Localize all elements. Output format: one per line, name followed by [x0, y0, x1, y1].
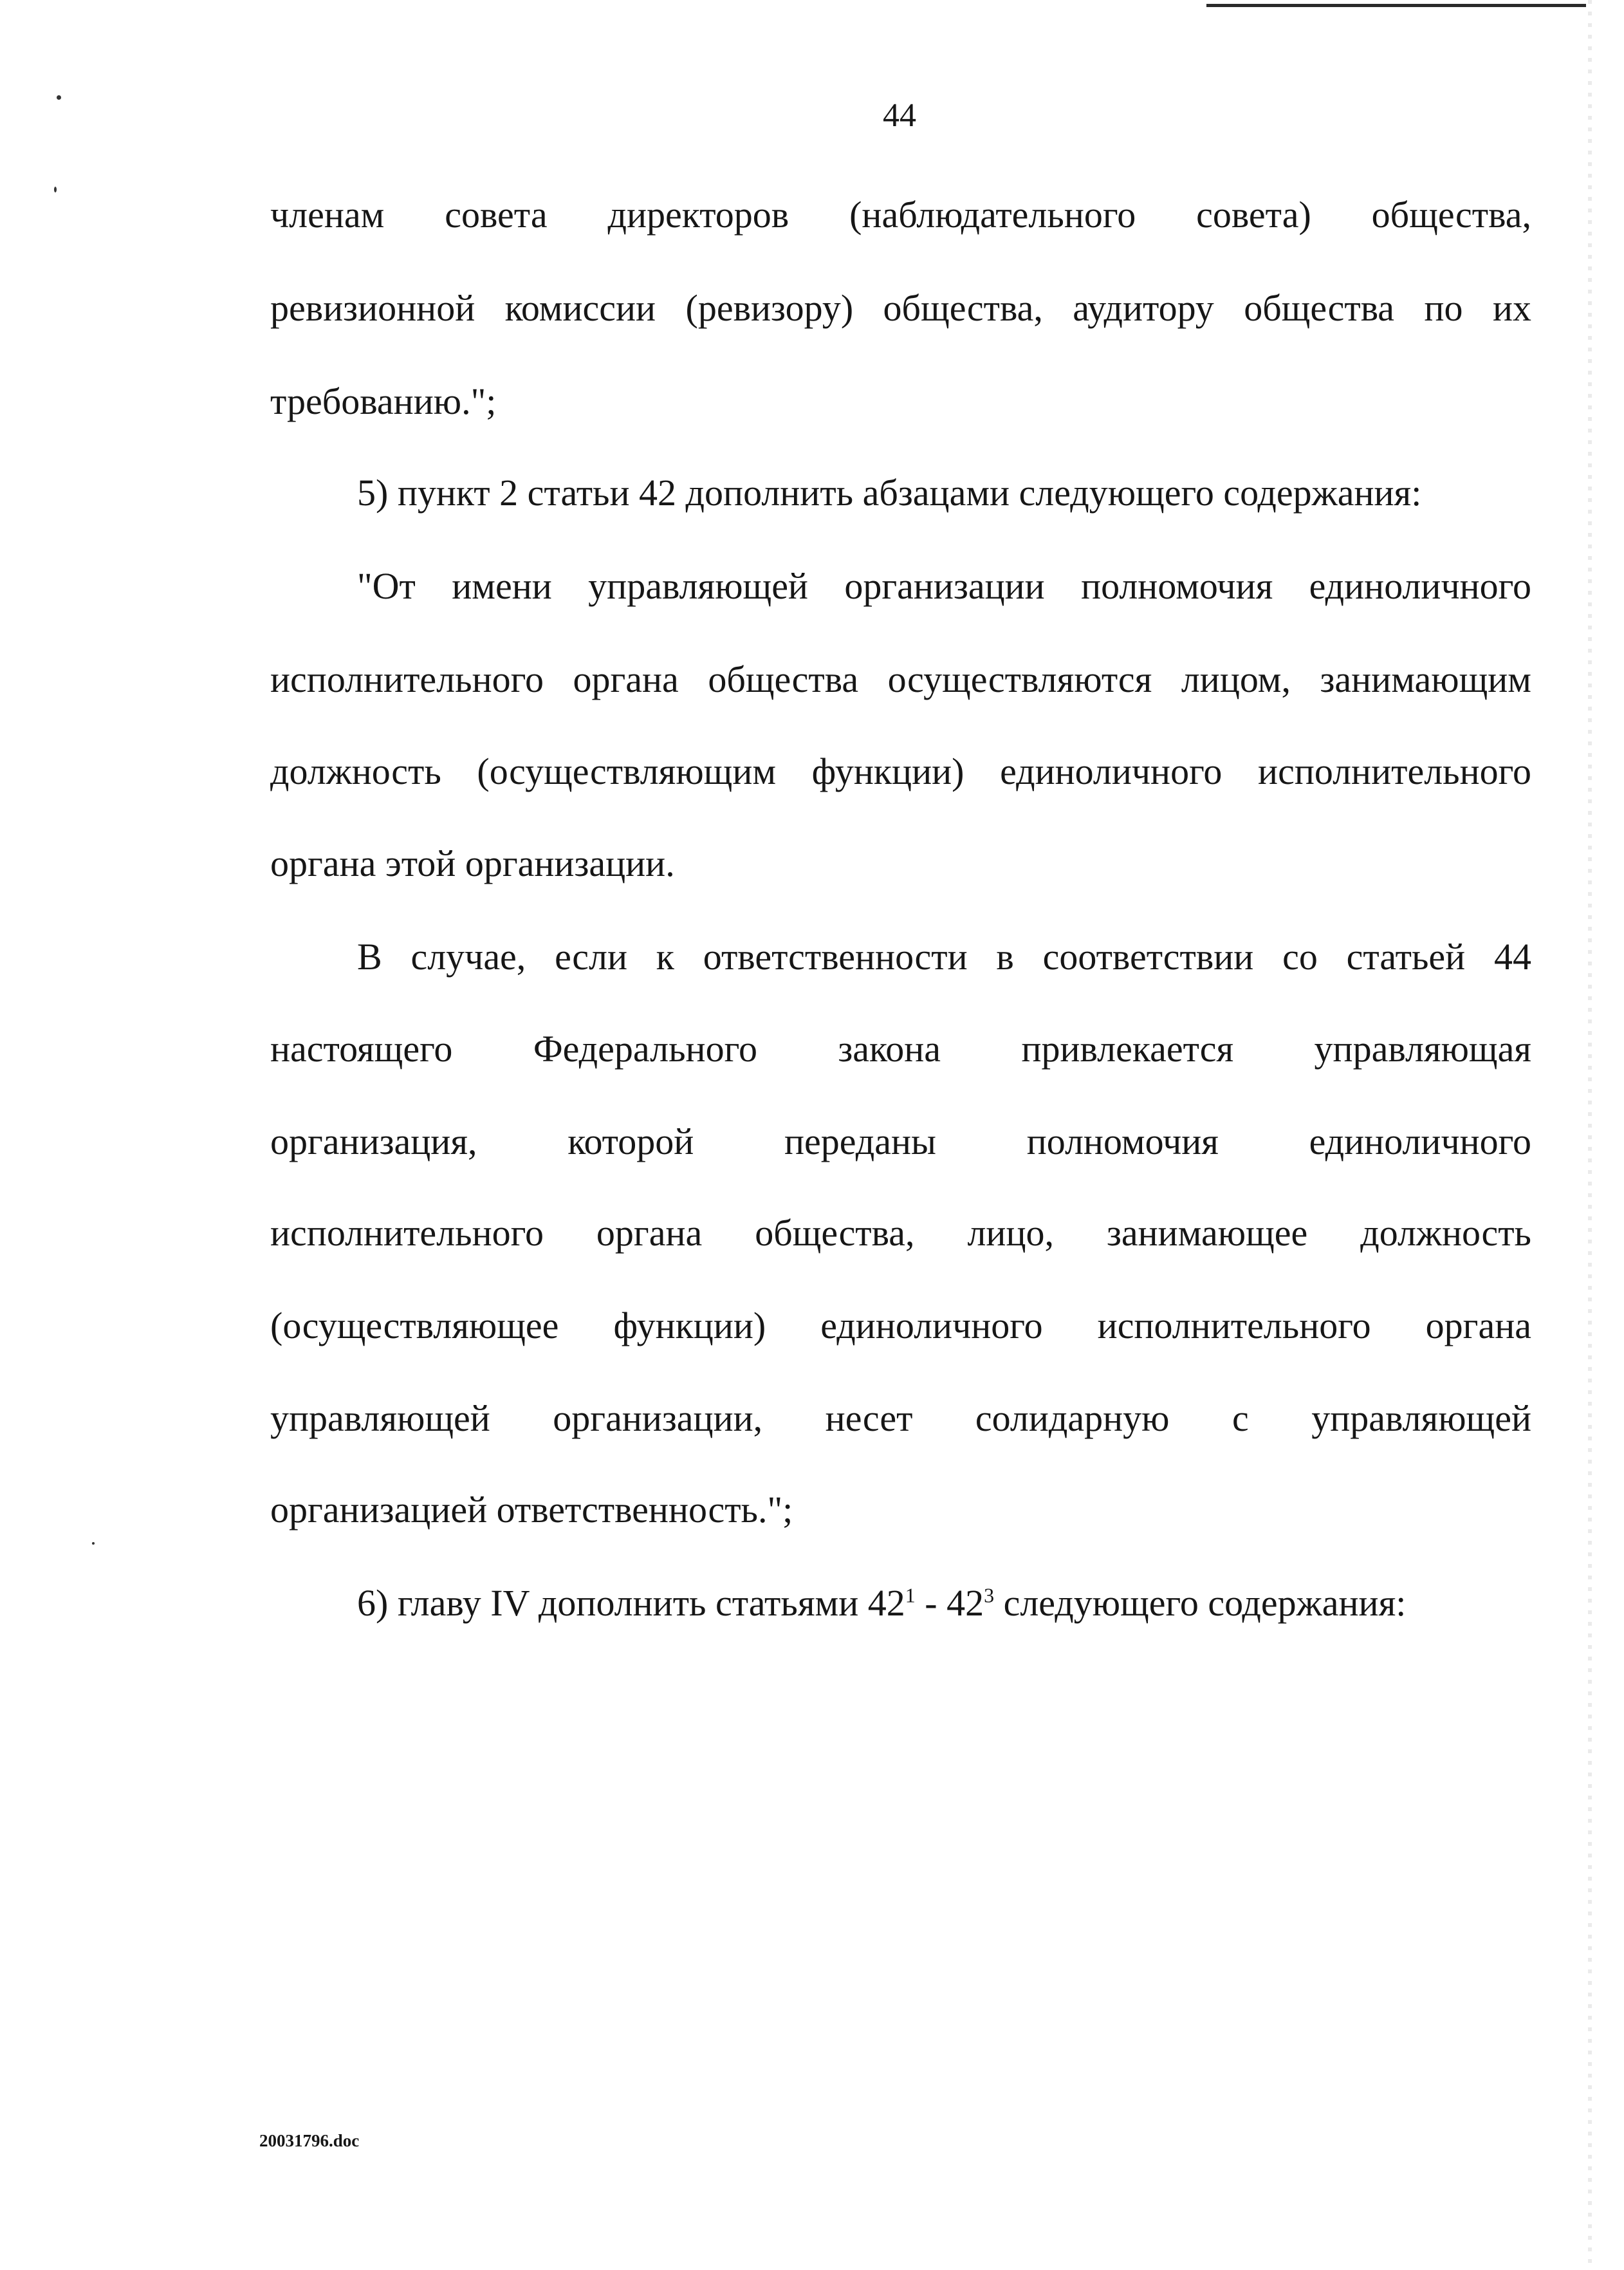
text-line: (осуществляющее функции) единоличного исполнительного органа — [270, 1305, 1531, 1346]
superscript: 3 — [984, 1583, 995, 1607]
text-line: организацией ответственность."; — [270, 1489, 793, 1530]
text-line: органа этой организации. — [270, 842, 675, 884]
text-line: ревизионной комиссии (ревизору) общества, аудитору общества по их — [270, 287, 1531, 329]
scan-edge-artifact — [1588, 0, 1592, 2270]
scan-speck — [57, 95, 61, 100]
text-line: настоящего Федерального закона привлекается управляющая — [270, 1028, 1531, 1070]
text-line: членам совета директоров (наблюдательного совета) общества, — [270, 194, 1531, 236]
text-line-with-superscripts — [357, 1581, 1406, 1625]
text-line: организация, которой переданы полномочия единоличного — [270, 1121, 1531, 1162]
superscript: 1 — [905, 1583, 916, 1607]
text-line: должность (осуществляющим функции) единоличного исполнительного — [270, 750, 1531, 792]
text-line: "От имени управляющей организации полномочия единоличного — [357, 565, 1531, 607]
text-segment: - 42 — [915, 1582, 984, 1624]
scan-speck — [54, 187, 57, 192]
text-line: исполнительного органа общества, лицо, занимающее должность — [270, 1212, 1531, 1254]
text-segment: следующего содержания: — [994, 1582, 1407, 1624]
text-line: исполнительного органа общества осуществляются лицом, занимающим — [270, 658, 1531, 700]
page-number: 44 — [883, 97, 916, 134]
text-line: требованию."; — [270, 380, 497, 422]
scan-border-line — [1206, 4, 1586, 7]
text-line: 5) пункт 2 статьи 42 дополнить абзацами следующего содержания: — [357, 472, 1422, 514]
footer-filename: 20031796.doc — [259, 2131, 360, 2150]
scan-speck — [92, 1542, 95, 1545]
text-line: управляющей организации, несет солидарную с управляющей — [270, 1397, 1531, 1439]
text-segment: 6) главу IV дополнить статьями 42 — [357, 1582, 905, 1624]
text-line: В случае, если к ответственности в соответствии со статьей 44 — [357, 936, 1531, 978]
